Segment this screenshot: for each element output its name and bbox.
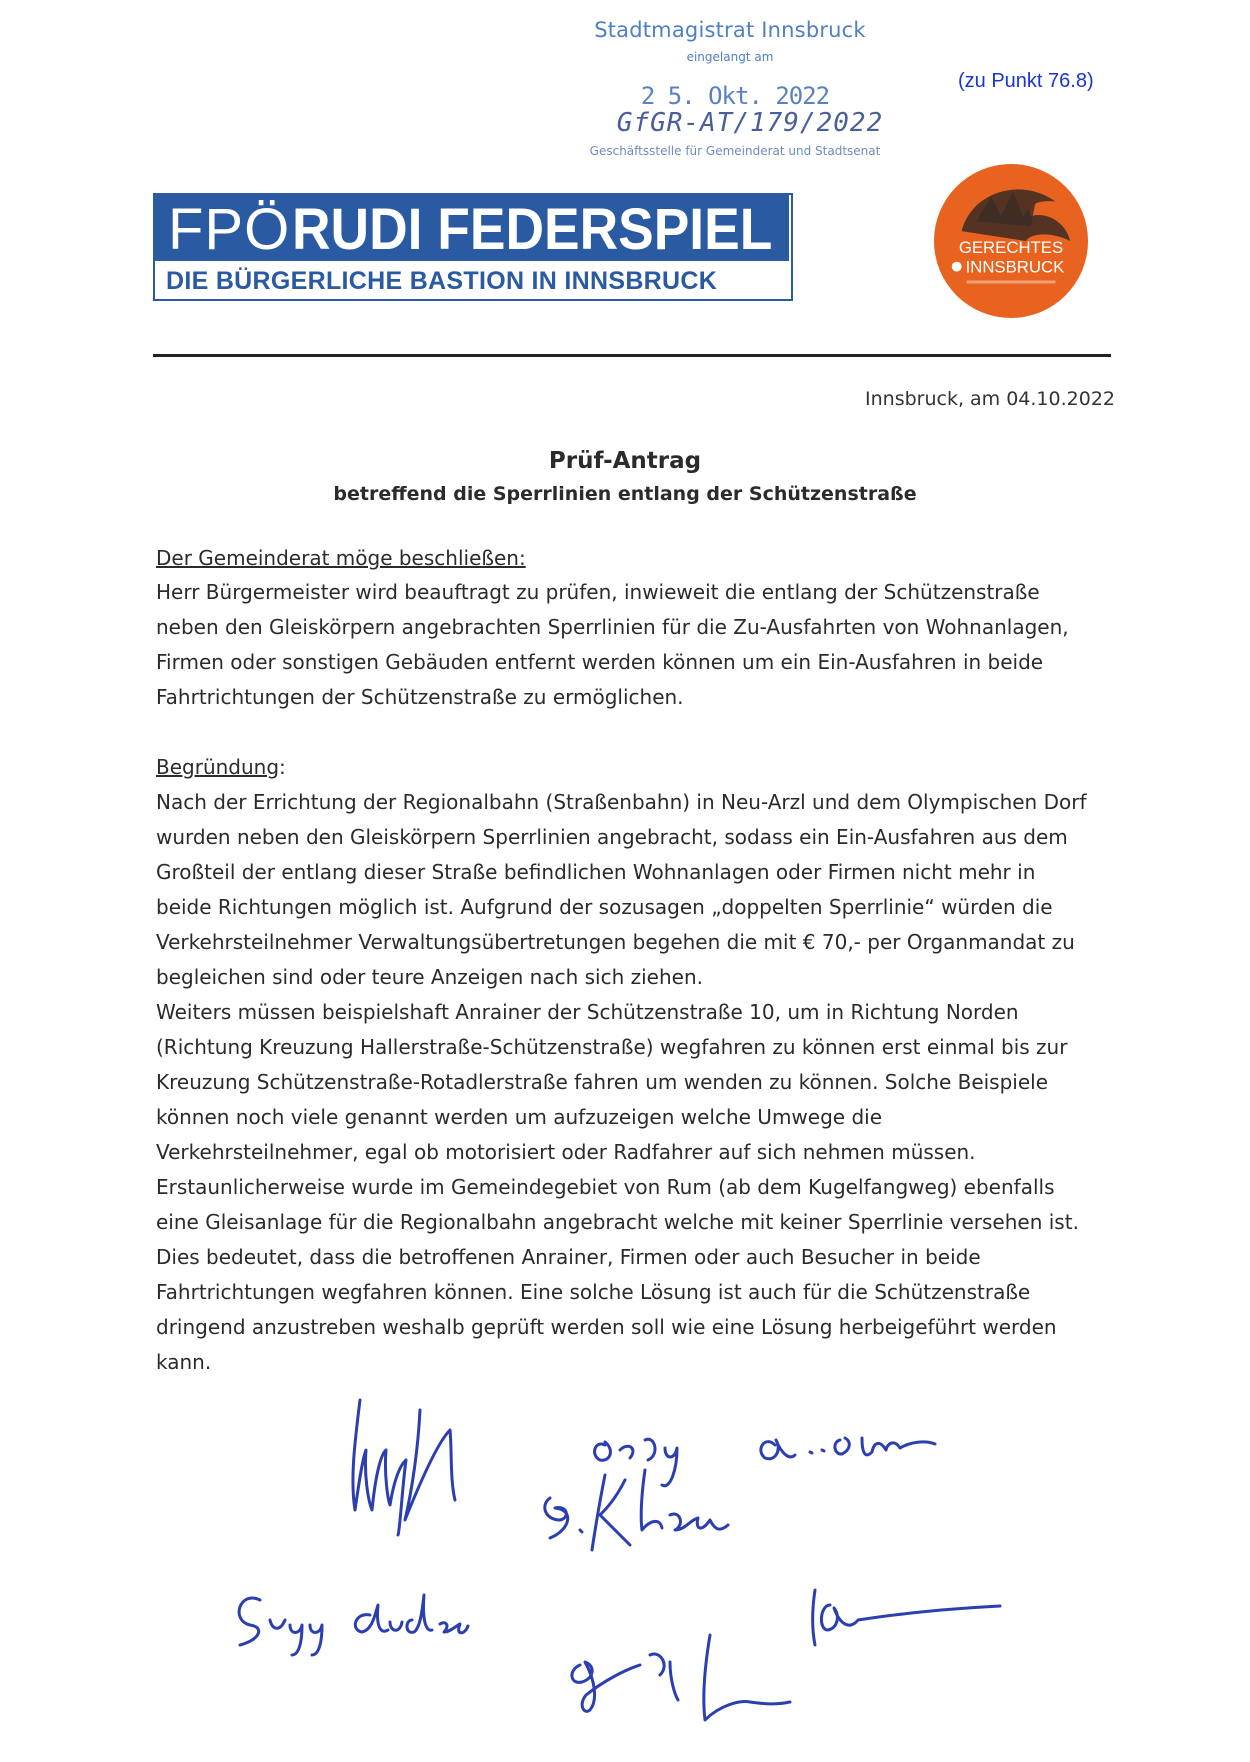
reasoning-line: können noch viele genannt werden um aufzuzeigen welche Umwege die — [156, 1105, 883, 1129]
seal-text-innsbruck: INNSBRUCK — [965, 257, 1065, 277]
motion-line: Herr Bürgermeister wird beauftragt zu prüfen, inwieweit die entlang der Schützenstraße — [156, 580, 1040, 604]
header-tagline: DIE BÜRGERLICHE BASTION IN INNSBRUCK — [166, 267, 718, 295]
reasoning-line: Kreuzung Schützenstraße-Rotadlerstraße fahren um wenden zu können. Solche Beispiele — [156, 1070, 1049, 1094]
reasoning-line: dringend anzustreben weshalb geprüft werden soll wie eine Lösung herbeigeführt werden — [156, 1315, 1057, 1339]
signature-dequig — [595, 1439, 677, 1486]
stamp-date: 2 5. Okt. 2022 — [640, 82, 830, 110]
reasoning-line: Verkehrsteilnehmer, egal ob motorisiert oder Radfahrer auf sich nehmen müssen. — [156, 1140, 976, 1164]
reasoning-line: begleichen sind oder teure Anzeigen nach sich ziehen. — [156, 965, 704, 989]
reasoning-heading: Begründung — [156, 755, 280, 779]
signatures-area — [150, 1380, 1050, 1750]
signature-klaus — [545, 1470, 728, 1550]
motion-heading: Der Gemeinderat möge beschließen: — [156, 546, 526, 570]
seal-text-gerechtes: GERECHTES — [958, 237, 1064, 257]
reasoning-line: Großteil der entlang dieser Straße befindlichen Wohnanlagen oder Firmen nicht mehr in — [156, 860, 1036, 884]
reasoning-heading-wrap — [156, 755, 286, 779]
signature-bottom — [572, 1635, 790, 1720]
reasoning-line: Nach der Errichtung der Regionalbahn (Straßenbahn) in Neu-Arzl und dem Olympischen Dorf — [156, 790, 1087, 814]
header-divider — [153, 354, 1111, 357]
reasoning-line: (Richtung Kreuzung Hallerstraße-Schützenstraße) wegfahren zu können erst einmal bis zur — [156, 1035, 1068, 1059]
reasoning-line: Erstaunlicherweise wurde im Gemeindegebiet von Rum (ab dem Kugelfangweg) ebenfalls — [156, 1175, 1055, 1199]
reasoning-line: beide Richtungen möglich ist. Aufgrund der sozusagen „doppelten Sperrlinie“ würden die — [156, 895, 1053, 919]
reasoning-line: Dies bedeutet, dass die betroffenen Anrainer, Firmen oder auch Besucher in beide — [156, 1245, 981, 1269]
reasoning-line: Verkehrsteilnehmer Verwaltungsübertretungen begehen die mit € 70,- per Organmandat zu — [156, 930, 1075, 954]
reasoning-heading-colon: : — [279, 755, 286, 779]
motion-line: neben den Gleiskörpern angebrachten Sperrlinien für die Zu-Ausfahrten von Wohnanlagen, — [156, 615, 1069, 639]
agenda-reference: (zu Punkt 76.8) — [958, 70, 1094, 92]
stamp-office: Stadtmagistrat Innsbruck — [594, 18, 866, 42]
header-name: RUDI FEDERSPIEL — [292, 197, 773, 262]
reasoning-line: eine Gleisanlage für die Regionalbahn angebracht welche mit keiner Sperrlinie versehen ist. — [156, 1210, 1079, 1234]
stamp-received-label: eingelangt am — [686, 50, 774, 64]
document-subtitle: betreffend die Sperrlinien entlang der Schützenstraße — [333, 483, 917, 505]
motion-line: Fahrtrichtungen der Schützenstraße zu ermöglichen. — [156, 685, 684, 709]
stamp-reference: GfGR-AT/179/2022 — [616, 108, 884, 138]
document-title: Prüf-Antrag — [548, 448, 702, 474]
reasoning-line: wurden neben den Gleiskörpern Sperrlinien angebracht, sodass ein Ein-Ausfahren aus dem — [156, 825, 1068, 849]
reasoning-line: Weiters müssen beispielshaft Anrainer der Schützenstraße 10, um in Richtung Norden — [156, 1000, 1019, 1024]
reasoning-line: Fahrtrichtungen wegfahren können. Eine solche Lösung ist auch für die Schützenstraße — [156, 1280, 1031, 1304]
signature-right — [813, 1590, 1000, 1645]
header-party: FPÖ — [168, 197, 291, 262]
date-line: Innsbruck, am 04.10.2022 — [865, 388, 1116, 410]
motion-line: Firmen oder sonstigen Gebäuden entfernt werden können um ein Ein-Ausfahren in beide — [156, 650, 1044, 674]
reasoning-line: kann. — [156, 1350, 212, 1374]
stamp-department: Geschäftsstelle für Gemeinderat und Stadtsenat — [589, 144, 881, 158]
gerechtes-innsbruck-seal — [932, 162, 1090, 320]
signature-federspiel — [353, 1400, 455, 1535]
signature-stugg-andrea — [239, 1595, 468, 1655]
signature-initials — [761, 1438, 935, 1459]
